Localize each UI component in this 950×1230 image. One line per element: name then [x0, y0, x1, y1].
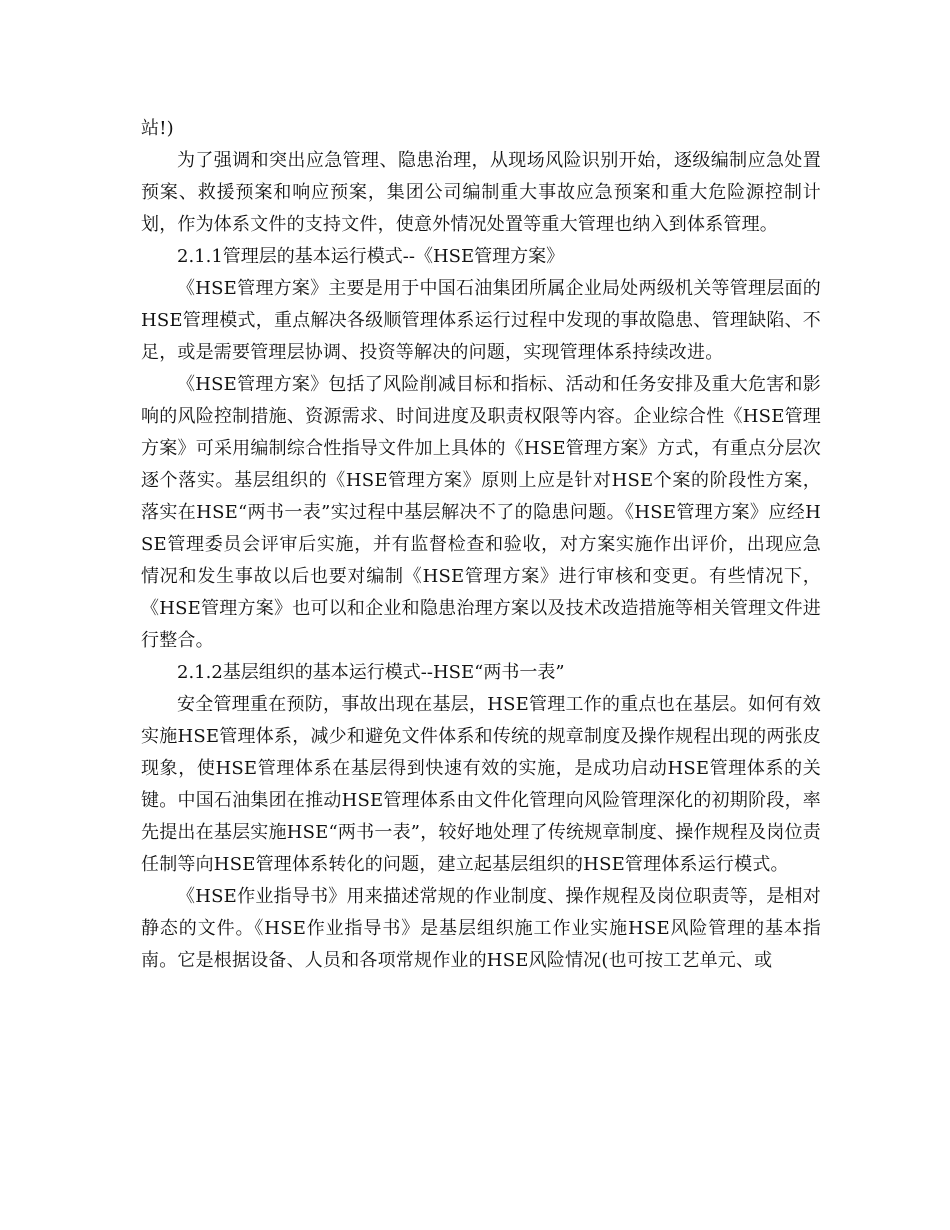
paragraph-hse-work-guide: 《HSE作业指导书》用来描述常规的作业制度、操作规程及岗位职责等，是相对静态的文件。《HSE作业指导书》是基层组织施工作业实施HSE风险管理的基本指南。它是根据设备、人员和各项常规作业的HSE风险情况(也可按工艺单元、或	[141, 886, 821, 971]
document-body	[141, 113, 821, 977]
paragraph-hse-plan-contents: 《HSE管理方案》包括了风险削减目标和指标、活动和任务安排及重大危害和影响的风险控制措施、资源需求、时间进度及职责权限等内容。企业综合性《HSE管理方案》可采用编制综合性指导文件加上具体的《HSE管理方案》方式，有重点分层次逐个落实。基层组织的《HSE管理方案》原则上应是针对HSE个案的阶段性方案，落实在HSE“两书一表”实过程中基层解决不了的隐患问题。《HSE管理方案》应经HSE管理委员会评审后实施，并有监督检查和验收，对方案实施作出评价，出现应急情况和发生事故以后也要对编制《HSE管理方案》进行审核和变更。有些情况下，《HSE管理方案》也可以和企业和隐患治理方案以及技术改造措施等相关管理文件进行整合。	[141, 374, 821, 651]
paragraph-hse-plan-purpose: 《HSE管理方案》主要是用于中国石油集团所属企业局处两级机关等管理层面的HSE管理模式，重点解决各级顺管理体系运行过程中发现的事故隐患、管理缺陷、不足，或是需要管理层协调、投资等解决的问题，实现管理体系持续改进。	[141, 278, 821, 363]
paragraph-continuation: 站!)	[141, 118, 174, 139]
section-heading-2-1-1: 2.1.1管理层的基本运行模式--《HSE管理方案》	[177, 246, 565, 267]
paragraph-grassroots-safety: 安全管理重在预防，事故出现在基层，HSE管理工作的重点也在基层。如何有效实施HSE管理体系，减少和避免文件体系和传统的规章制度及操作规程出现的两张皮现象，使HSE管理体系在基层得到快速有效的实施，是成功启动HSE管理体系的关键。中国石油集团在推动HSE管理体系由文件化管理向风险管理深化的初期阶段，率先提出在基层实施HSE“两书一表”，较好地处理了传统规章制度、操作规程及岗位责任制等向HSE管理体系转化的问题，建立起基层组织的HSE管理体系运行模式。	[141, 694, 821, 875]
section-heading-2-1-2: 2.1.2基层组织的基本运行模式--HSE“两书一表”	[177, 662, 565, 683]
paragraph-emergency-management: 为了强调和突出应急管理、隐患治理，从现场风险识别开始，逐级编制应急处置预案、救援预案和响应预案，集团公司编制重大事故应急预案和重大危险源控制计划，作为体系文件的支持文件，使意外情况处置等重大管理也纳入到体系管理。	[141, 150, 821, 235]
